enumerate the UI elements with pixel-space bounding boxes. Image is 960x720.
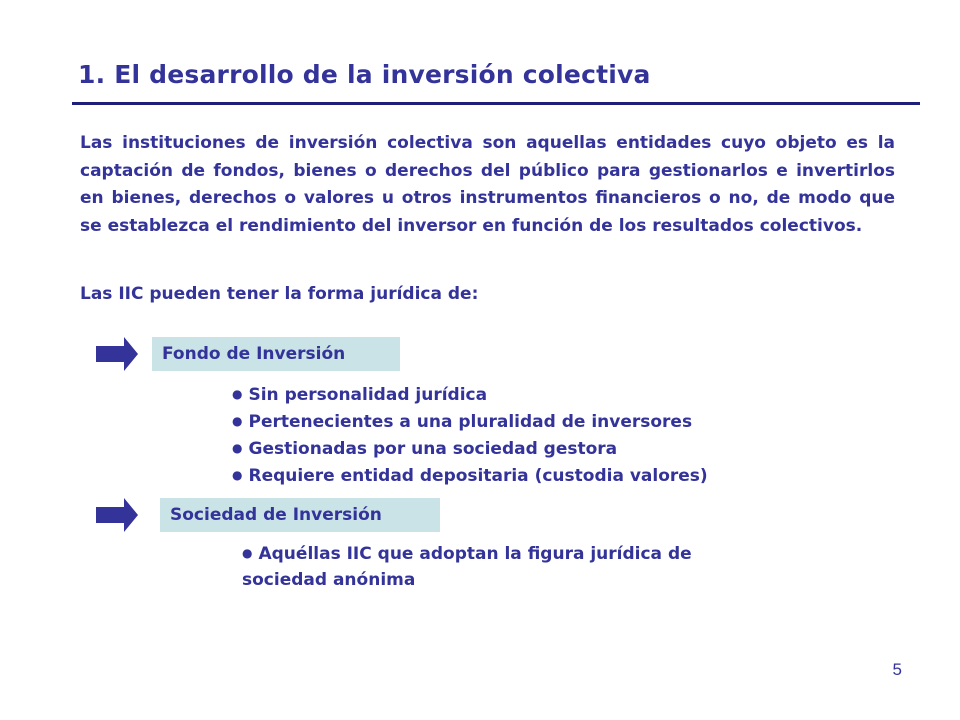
page-number: 5 bbox=[892, 660, 902, 679]
list-item: ● Requiere entidad depositaria (custodia valores) bbox=[232, 466, 708, 486]
right-arrow-icon bbox=[96, 498, 138, 532]
title-underline bbox=[72, 102, 920, 105]
list-item: ● Sin personalidad jurídica bbox=[232, 385, 488, 405]
sociedad-inversion-label: Sociedad de Inversión bbox=[160, 498, 440, 532]
slide-title: 1. El desarrollo de la inversión colectiva bbox=[78, 60, 651, 89]
bullet-dot-icon: ● bbox=[232, 441, 243, 455]
sociedad-inversion-bullet: ● Aquéllas IIC que adoptan la figura jurídica de sociedad anónima bbox=[242, 544, 692, 590]
right-arrow-icon bbox=[96, 337, 138, 371]
intro-paragraph: Las instituciones de inversión colectiva son aquellas entidades cuyo objeto es la captación de fondos, bienes o derechos del público para gestionarlos e invertirlos en bienes, derechos o valores u otros instrumentos financieros o no, de modo que se establezca el rendimiento del inversor en función de los resultados colectivos. bbox=[80, 133, 895, 236]
bullet-dot-icon: ● bbox=[232, 468, 243, 482]
list-item: ● Gestionadas por una sociedad gestora bbox=[232, 439, 618, 459]
list-item: ● Pertenecientes a una pluralidad de inversores bbox=[232, 412, 693, 432]
bullet-dot-icon: ● bbox=[232, 387, 243, 401]
fondo-inversion-bullets bbox=[232, 381, 708, 489]
fondo-inversion-label: Fondo de Inversión bbox=[152, 337, 400, 371]
bullet-dot-icon: ● bbox=[242, 546, 253, 560]
legal-forms-lead: Las IIC pueden tener la forma jurídica de: bbox=[80, 284, 479, 304]
bullet-dot-icon: ● bbox=[232, 414, 243, 428]
